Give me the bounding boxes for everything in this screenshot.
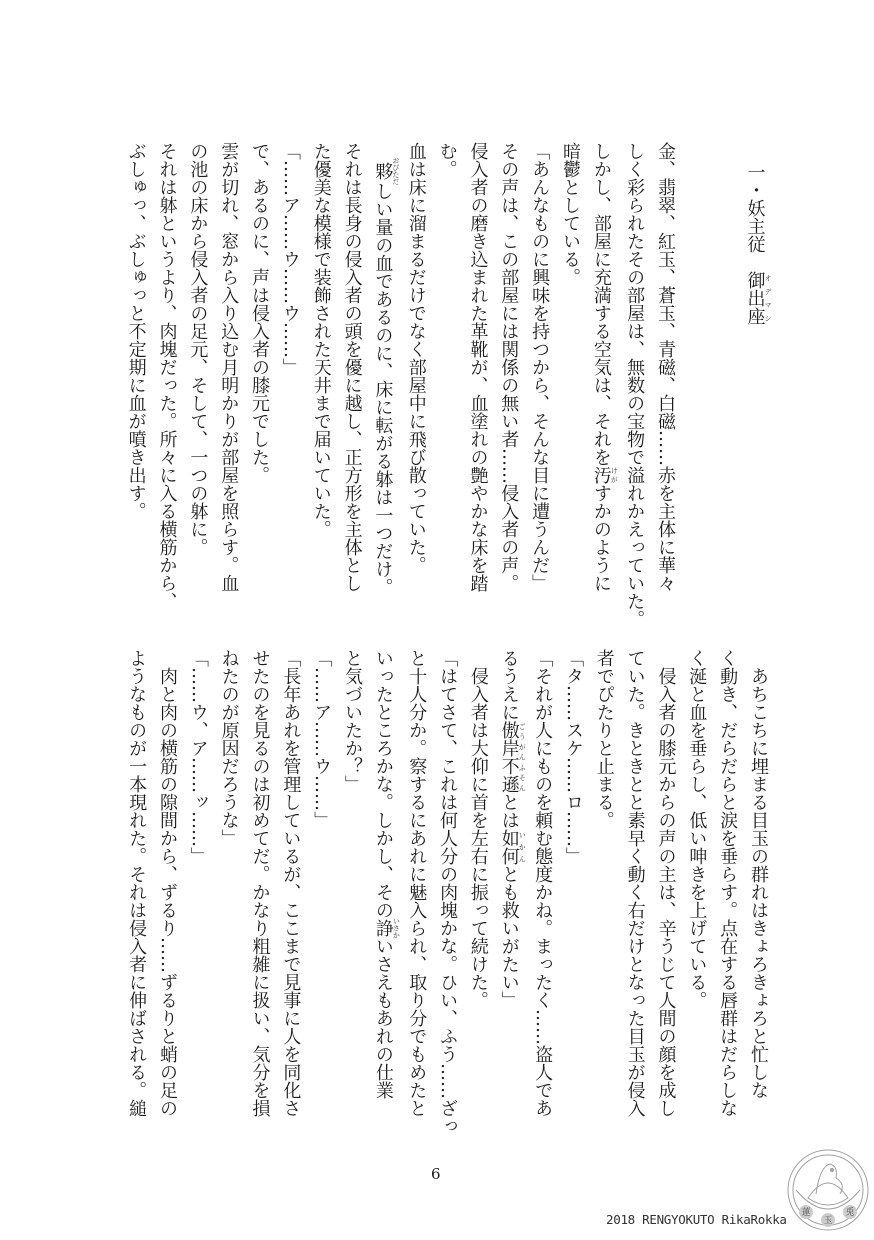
text-segment: せたのを見るのは初めてだ。かなり粗雑に扱い、気分を損	[249, 649, 271, 1117]
text-block-bottom	[120, 649, 773, 1135]
ruby-annotated-word	[744, 271, 772, 325]
text-segment: しかし、部屋に充満する空気は、それを	[590, 142, 612, 466]
text-column	[462, 649, 493, 1135]
ruby-base: 汚	[590, 466, 612, 484]
text-segment: く動き、だらだらと涙を垂らす。点在する唇群はだらしな	[717, 649, 739, 1117]
text-segment: 「あんなものに興味を持つから、そんな目に遭うんだ」	[529, 142, 551, 592]
text-segment: 侵入者は大仰に首を左右に振って続けた。	[467, 649, 489, 1009]
ruby-annotated-word	[372, 917, 401, 939]
ruby-base: 如何	[498, 829, 520, 865]
text-segment: む。	[436, 142, 458, 178]
text-column	[742, 649, 773, 1135]
text-segment: 侵入者の磨き込まれた革靴が、血塗れの艶やかな床を踏	[467, 142, 489, 592]
text-segment: ていた。きときとと素早く動く右だけとなった目玉が侵入	[624, 649, 646, 1117]
text-segment: るうえに	[498, 649, 520, 721]
ruby-base: 傲岸不遜	[498, 721, 520, 793]
ruby-annotated-word	[372, 157, 400, 185]
page-number: 6	[431, 1165, 441, 1183]
logo-char-2: 玉	[823, 1216, 833, 1226]
text-column	[151, 142, 182, 628]
text-column	[182, 649, 213, 1135]
text-segment: 「タ……スケ……ロ……」	[562, 649, 584, 865]
text-column	[336, 142, 367, 628]
logo-char-3: 兎	[845, 1208, 855, 1218]
text-column	[400, 649, 431, 1135]
text-segment: いったところかな。しかし、その	[372, 649, 394, 919]
text-segment: 侵入者の膝元からの声の主は、辛うじて人間の顔を成し	[655, 649, 677, 1117]
text-segment: 「はてさて、これは何人分の肉塊かな。ひい、ふう……ざっ	[437, 649, 459, 1135]
text-segment: ぶしゅっ、ぶしゅっと不定期に血が噴き出す。	[125, 142, 147, 520]
text-segment: しく彩られたその部屋は、無数の宝物で溢れかえっていた。	[624, 142, 646, 628]
text-column	[367, 142, 400, 628]
text-column	[431, 649, 462, 1135]
text-column	[182, 142, 213, 628]
text-segment: とも救いがたい」	[498, 865, 520, 1009]
chapter-title	[739, 163, 772, 325]
text-column	[305, 142, 336, 628]
text-column	[120, 649, 151, 1135]
text-column	[212, 142, 243, 628]
text-column	[305, 649, 336, 1135]
ruby-reading: ごうがんふそん	[518, 721, 527, 793]
text-segment: 暗鬱としている。	[559, 142, 581, 286]
text-column	[650, 649, 681, 1135]
text-segment: 者でぴたりと止まる。	[593, 649, 615, 829]
ruby-annotated-word	[498, 829, 527, 865]
text-column	[711, 649, 742, 1135]
text-segment: 一・妖主従	[744, 163, 766, 271]
text-column	[243, 142, 274, 628]
text-segment: しい量の血であるのに、床に転がる躰は一つだけ。	[372, 182, 394, 596]
text-segment: く涎と血を垂らし、低い呻きを上げている。	[686, 649, 708, 1009]
text-column	[557, 649, 588, 1135]
text-column	[523, 142, 554, 628]
ruby-reading: おびただ	[391, 157, 400, 185]
text-segment: とは	[498, 793, 520, 829]
text-segment: あちこちに埋まる目玉の群れはきょろきょろと忙しな	[748, 649, 769, 1099]
logo-char-1: 蓮	[801, 1208, 811, 1218]
text-column	[213, 649, 244, 1135]
text-column	[739, 163, 772, 325]
text-column	[493, 649, 526, 1135]
circle-logo-seal	[786, 1148, 870, 1238]
text-column	[431, 142, 462, 628]
text-segment: と気づいたか？」	[342, 649, 364, 793]
footer-credit: 2018 RENGYOKUTO RikaRokka	[606, 1212, 787, 1227]
text-column	[336, 649, 367, 1135]
text-column	[492, 142, 523, 628]
text-segment: 「……ア……ウ……」	[311, 649, 333, 829]
text-segment: その声は、この部屋には関係の無い者……侵入者の声。	[498, 142, 520, 592]
text-segment: 「長年あれを管理しているが、ここまで見事に人を同化さ	[280, 649, 302, 1117]
text-column	[120, 142, 151, 628]
ruby-base: 諍	[372, 917, 394, 939]
text-segment: すかのように	[590, 484, 612, 592]
text-segment: 「……ウ、ア……ッ……」	[187, 649, 209, 865]
text-column	[585, 142, 618, 628]
text-segment: 「……ア……ウ……ウ……」	[279, 142, 301, 376]
text-segment: た優美な模様で装飾された天井まで届いていた。	[310, 142, 332, 538]
text-column	[275, 649, 306, 1135]
ruby-reading: いかん	[518, 829, 527, 865]
text-segment: と十人分か。察するにあれに魅入られ、取り分でもめたと	[406, 649, 428, 1117]
text-column	[462, 142, 493, 628]
ruby-base: 御出座	[744, 271, 766, 325]
ruby-reading: けが	[610, 466, 619, 484]
text-segment: いさえもあれの仕業	[372, 937, 394, 1099]
text-column	[618, 142, 649, 628]
text-column	[649, 142, 680, 628]
text-segment: ようなものが一本現れた。それは侵入者に伸ばされる。縋	[126, 649, 148, 1117]
text-segment: 血は床に溜まるだけでなく部屋中に飛び散っていた。	[405, 142, 427, 574]
text-segment: 雲が切れ、窓から入り込む月明かりが部屋を照らす。血	[218, 142, 240, 592]
text-column	[400, 142, 431, 628]
text-segment: それは躰というより、肉塊だった。所々に入る横筋から、	[156, 142, 178, 610]
text-column	[526, 649, 557, 1135]
text-block-top	[120, 142, 680, 628]
text-column	[680, 649, 711, 1135]
text-segment: で、あるのに、声は侵入者の膝元でした。	[249, 142, 271, 484]
text-segment: の池の床から侵入者の足元、そして、一つの躰に。	[187, 142, 209, 556]
text-column	[367, 649, 400, 1135]
text-segment: 金、翡翠、紅玉、蒼玉、青磁、白磁……赤を主体に華々	[655, 142, 676, 592]
ruby-reading: いさか	[392, 917, 401, 939]
text-column	[244, 649, 275, 1135]
ruby-annotated-word	[590, 466, 619, 484]
ruby-reading: オデマシ	[764, 271, 772, 325]
text-column	[274, 142, 305, 628]
text-column	[151, 649, 182, 1135]
ruby-base: 夥	[372, 157, 394, 185]
text-segment: それは長身の侵入者の頭を優に越し、正方形を主体とし	[341, 142, 363, 592]
text-segment: ねたのが原因だろうな」	[218, 649, 240, 847]
text-segment: 「それが人にものを頼む態度かね。まったく……盗人であ	[532, 649, 554, 1117]
ruby-annotated-word	[498, 721, 527, 793]
text-segment: 肉と肉の横筋の隙間から、ずるり……ずるりと蛸の足の	[156, 649, 178, 1117]
text-column	[619, 649, 650, 1135]
text-column	[588, 649, 619, 1135]
text-column	[554, 142, 585, 628]
